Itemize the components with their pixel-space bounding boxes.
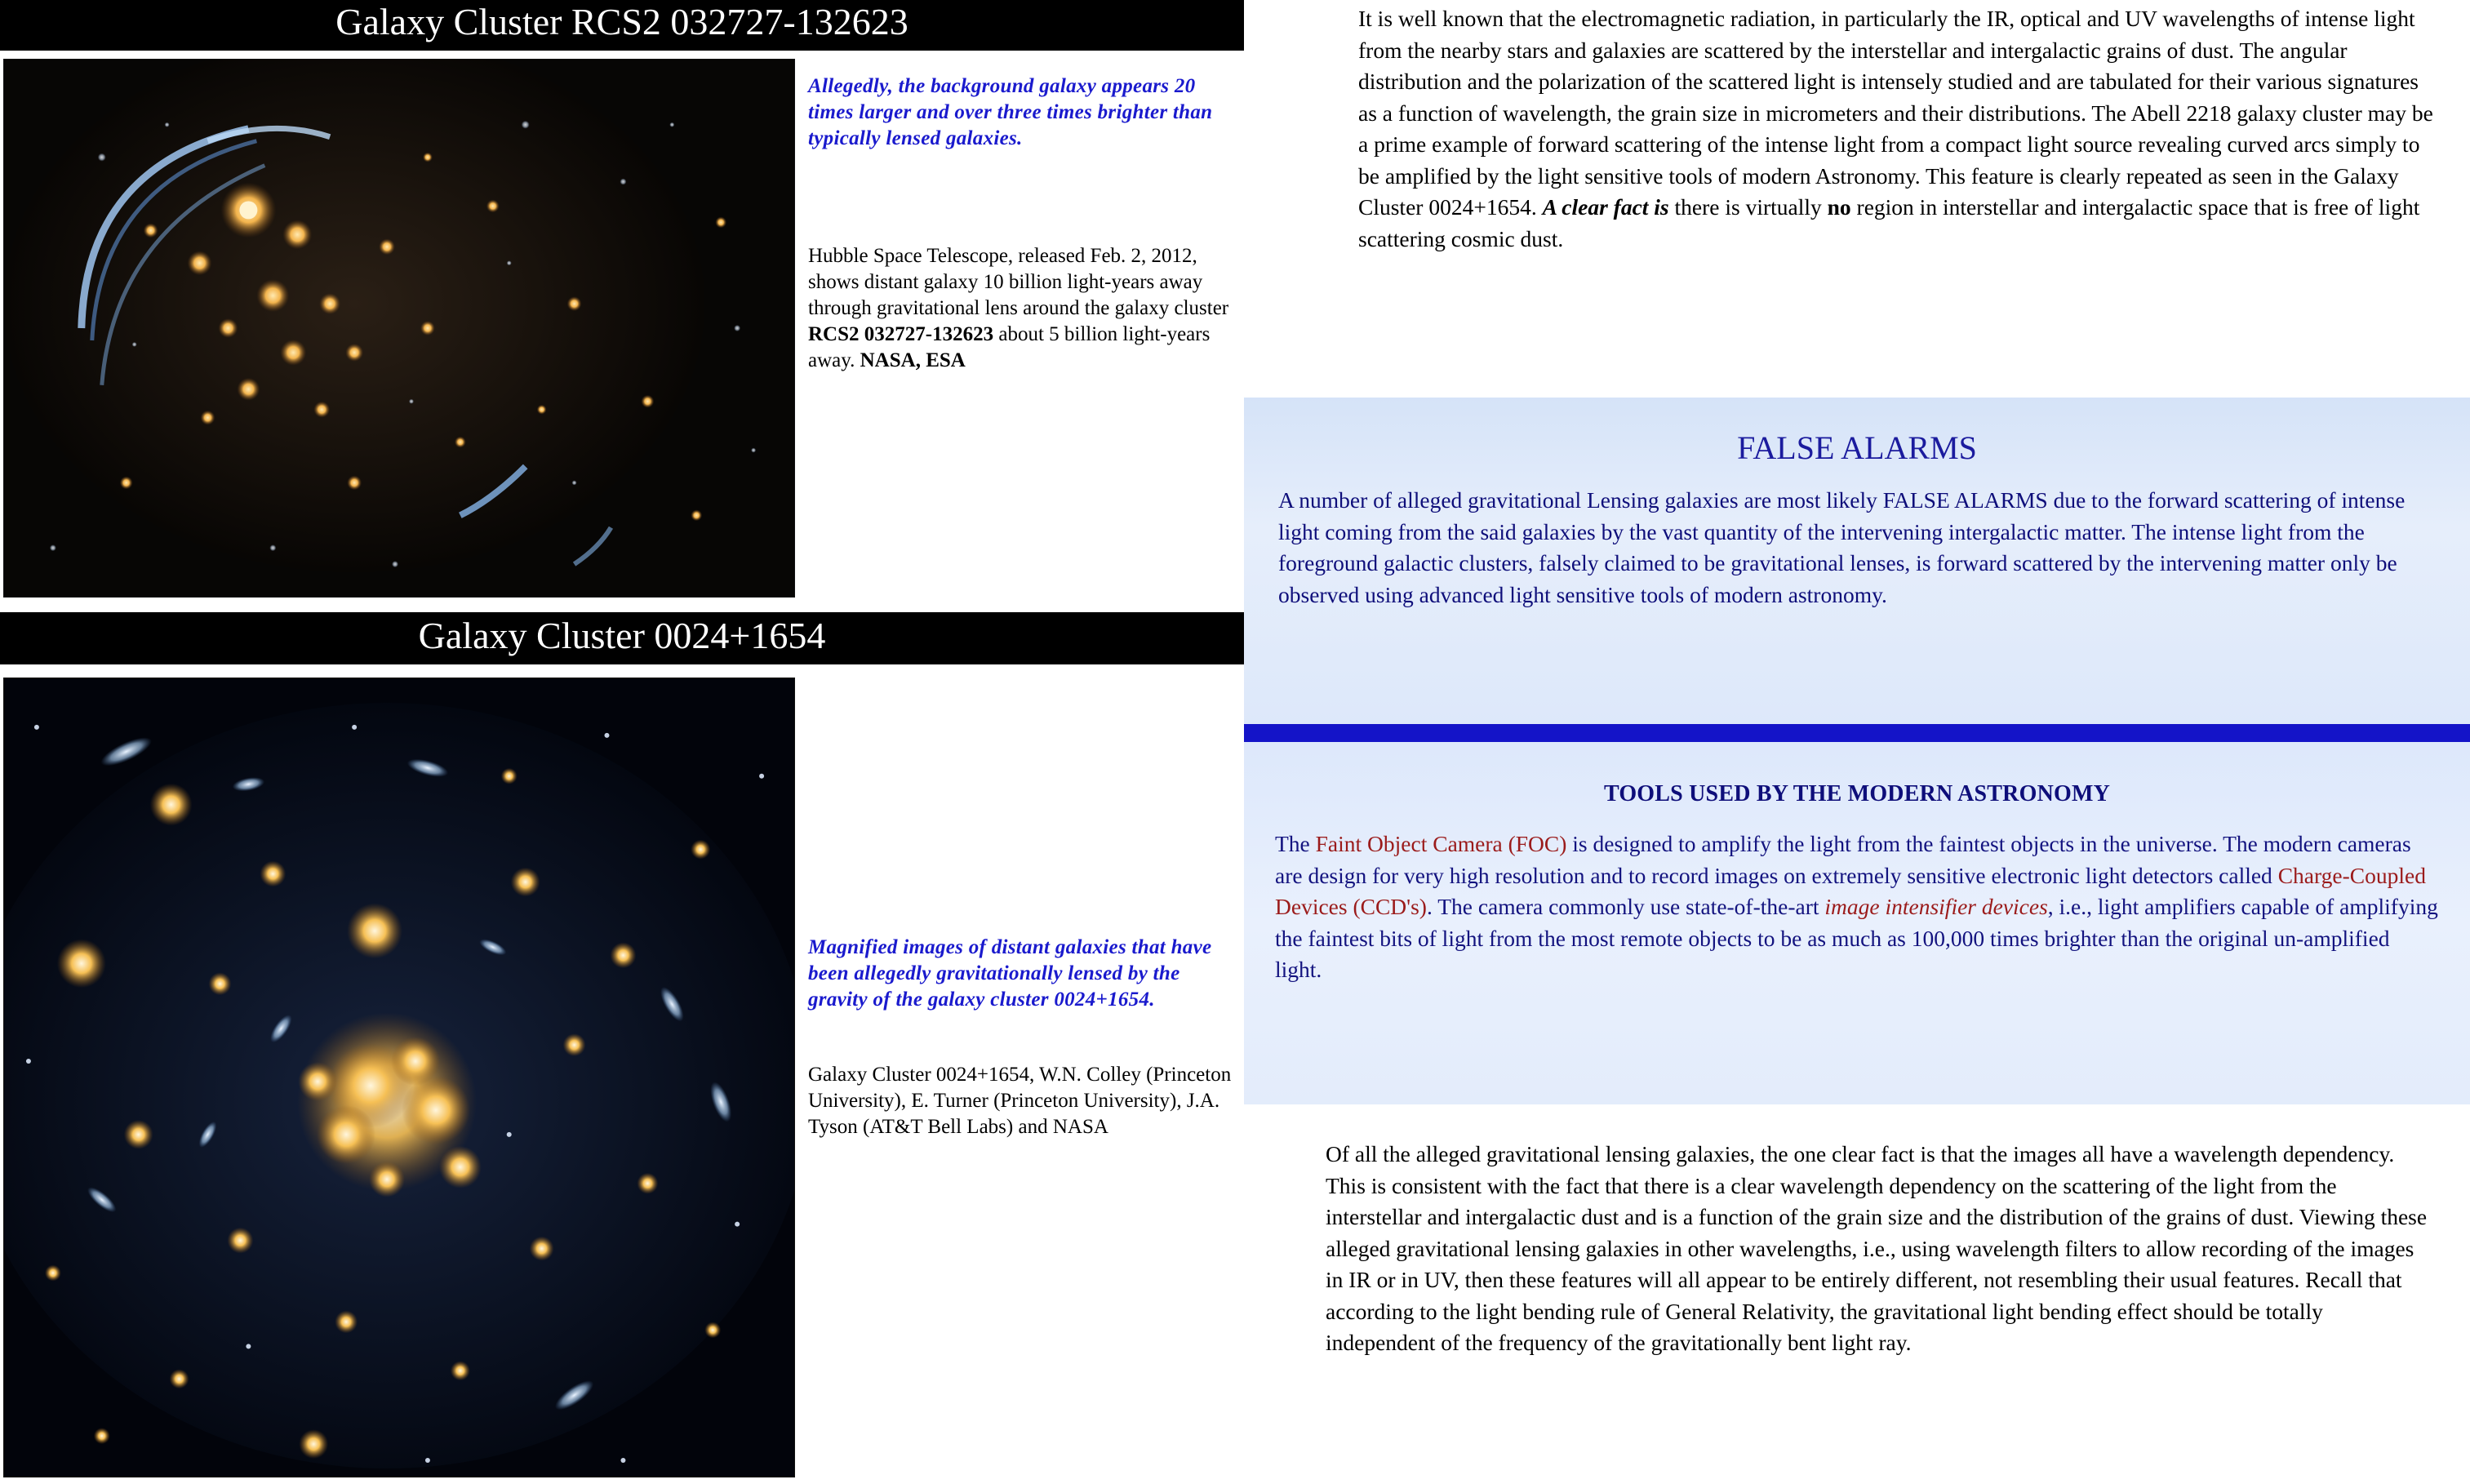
rcs2-cluster-image (3, 59, 795, 598)
cluster-0024-image-graphic (4, 678, 794, 1477)
rcs2-credit-part1: Hubble Space Telescope, released Feb. 2, 2012, shows distant galaxy 10 billion light-years away through gravitational lens around the galaxy cluster (808, 245, 1229, 319)
rcs2-credit-agency: NASA, ESA (860, 349, 966, 371)
foc-term: Faint Object Camera (FOC) (1315, 831, 1567, 856)
tools-body-part2: is designed to amplify the light from the faintest objects in the universe. The modern cameras are design for very high resolution and to record images on extremely sensitive electronic light detectors called (1275, 831, 2411, 888)
tools-body-part4: , i.e., light amplifiers capable of amplifying the faintest bits of light from the most remote objects to be as much as 100,000 times brighter than the original un-amplified light. (1275, 894, 2438, 982)
ccd-term: Charge-Coupled Devices (CCD's) (1275, 862, 2426, 919)
intro-paragraph-part1: It is well known that the electromagnetic radiation, in particularly the IR, optical and UV wavelengths of intense light from the nearby stars and galaxies are scattered by the interstellar and intergalactic grains of dust. The angular distribution and the polarization of the scattered light is intensely studied and are tabulated for their various signatures as a function of wavelength, the grain size in micrometers and their distributions. The Abell 2218 galaxy cluster may be a prime example of forward scattering of the intense light from a compact light source revealing curved arcs simply to be amplified by the light sensitive tools of modern Astronomy. This feature is clearly repeated as seen in the Galaxy Cluster 0024+1654. (1358, 6, 2433, 220)
section-divider (1244, 724, 2470, 742)
cluster-0024-caption-block (808, 935, 1233, 1140)
intro-paragraph-bold: no (1827, 194, 1851, 220)
false-alarms-heading: FALSE ALARMS (1737, 429, 1977, 466)
right-column (1244, 0, 2470, 1484)
cluster-0024-image (3, 678, 795, 1477)
tools-body-part3: . The camera commonly use state-of-the-art (1426, 894, 1825, 919)
rcs2-credit-cluster-id: RCS2 032727-132623 (808, 323, 994, 345)
conclusion-paragraph: Of all the alleged gravitational lensing galaxies, the one clear fact is that the images all have a wavelength dependency. This is consistent with the fact that there is a clear wavelength dependency on the scattering of the light from the interstellar and intergalactic dust and is a function of the grain size and the distribution of the grains of dust. Viewing these alleged gravitational lensing galaxies in other wavelengths, i.e., using wavelength filters to allow recording of the images in IR or in UV, then these features will all appear to be entirely different, not resembling their usual features. Recall that according to the light bending rule of General Relativity, the gravitational light bending effect should be totally independent of the frequency of the gravitationally bent light ray. (1326, 1141, 2428, 1355)
tools-panel (1244, 742, 2470, 1104)
intro-paragraph-part2: there is virtually (1668, 194, 1828, 220)
image-intensifier-term: image intensifier devices (1824, 894, 2048, 919)
tools-body (1275, 829, 2439, 986)
rcs2-credit-part2: about 5 billion light-years away. (808, 323, 1211, 371)
tools-body-part1: The (1275, 831, 1316, 856)
intro-paragraph (1358, 3, 2436, 255)
false-alarms-body: A number of alleged gravitational Lensing galaxies are most likely FALSE ALARMS due to the forward scattering of intense light coming from the said galaxies by the vast quantity of the intervening intergalactic matter. The intense light from the foreground galactic clusters, falsely claimed to be gravitational lenses, is forward scattered by the intervening matter only be observed using advanced light sensitive tools of modern astronomy. (1278, 487, 2406, 607)
cluster-rcs2-title: Galaxy Cluster RCS2 032727-132623 (0, 0, 1244, 51)
tools-heading: TOOLS USED BY THE MODERN ASTRONOMY (1603, 781, 2111, 806)
cluster-0024-caption-italic: Magnified images of distant galaxies that have been allegedly gravitationally lensed by the gravity of the galaxy cluster 0024+1654. (808, 936, 1212, 1011)
cluster-0024-title: Galaxy Cluster 0024+1654 (0, 612, 1244, 664)
rcs2-image-graphic (4, 60, 794, 597)
false-alarms-panel (1244, 398, 2470, 724)
intro-paragraph-emphasis: A clear fact is (1542, 194, 1669, 220)
intro-paragraph-part3: region in interstellar and intergalactic space that is free of light scattering cosmic dust. (1358, 194, 2420, 251)
rcs2-caption-italic: Allegedly, the background galaxy appears 20 times larger and over three times brighter than typically lensed galaxies. (808, 75, 1213, 149)
rcs2-caption-credit (808, 243, 1233, 374)
cluster-0024-caption-credit: Galaxy Cluster 0024+1654, W.N. Colley (Princeton University), E. Turner (Princeton University), J.A. Tyson (AT&T Bell Labs) and NASA (808, 1064, 1232, 1138)
rcs2-caption-block (808, 73, 1233, 374)
